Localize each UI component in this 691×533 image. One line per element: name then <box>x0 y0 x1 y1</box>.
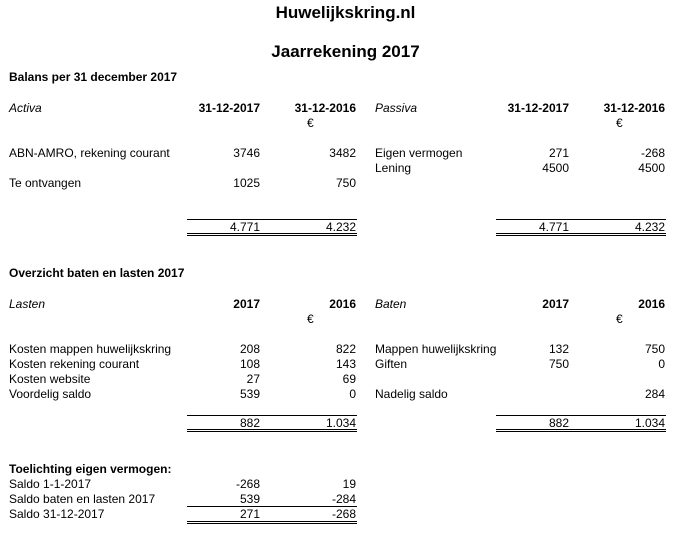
income-heading: Overzicht baten en lasten 2017 <box>9 266 185 280</box>
baten-col2-header: 2016 <box>638 297 665 311</box>
baten-row-label: Mappen huwelijkskring <box>375 342 497 356</box>
notes-heading: Toelichting eigen vermogen: <box>9 462 172 476</box>
balance-heading: Balans per 31 december 2017 <box>9 70 178 84</box>
notes-row-value-2: -284 <box>331 492 356 506</box>
activa-row-value-2017: 3746 <box>233 146 260 160</box>
passiva-total-double-rule-1 <box>496 233 666 234</box>
passiva-row-label: Eigen vermogen <box>375 146 463 160</box>
baten-total-double-rule-1 <box>496 429 666 430</box>
baten-total-2016: 1.034 <box>634 416 665 430</box>
baten-label: Baten <box>375 297 407 311</box>
activa-col2-header: 31-12-2016 <box>294 101 356 115</box>
lasten-total-double-rule-2 <box>187 431 357 432</box>
activa-label: Activa <box>9 101 42 115</box>
passiva-row-value-2016: 4500 <box>638 161 665 175</box>
notes-row-value-1: 271 <box>239 507 260 521</box>
lasten-currency: € <box>307 312 314 326</box>
activa-row-value-2016: 3482 <box>329 146 356 160</box>
baten-row-label: Giften <box>375 357 408 371</box>
lasten-row-label: Kosten mappen huwelijkskring <box>9 342 172 356</box>
passiva-total-2017: 4.771 <box>538 220 569 234</box>
notes-row-value-1: 539 <box>239 492 260 506</box>
baten-total-double-rule-2 <box>496 431 666 432</box>
lasten-total-2017: 882 <box>239 416 260 430</box>
baten-row-value-2016: 284 <box>644 387 665 401</box>
site-title: Huwelijkskring.nl <box>275 3 416 22</box>
lasten-col2-header: 2016 <box>329 297 356 311</box>
lasten-row-label: Kosten website <box>9 372 91 386</box>
passiva-currency: € <box>616 116 623 130</box>
baten-col1-header: 2017 <box>542 297 569 311</box>
passiva-label: Passiva <box>375 101 418 115</box>
lasten-row-label: Kosten rekening courant <box>9 357 140 371</box>
passiva-col2-header: 31-12-2016 <box>603 101 665 115</box>
lasten-row-value-2017: 208 <box>239 342 260 356</box>
lasten-total-double-rule-1 <box>187 429 357 430</box>
passiva-col1-header: 31-12-2017 <box>507 101 569 115</box>
activa-total-double-rule-1 <box>187 233 357 234</box>
activa-row-label: ABN-AMRO, rekening courant <box>9 146 170 160</box>
activa-row-label: Te ontvangen <box>9 176 82 190</box>
lasten-row-value-2017: 108 <box>239 357 260 371</box>
lasten-row-value-2016: 69 <box>342 372 356 386</box>
passiva-row-label: Lening <box>375 161 412 175</box>
notes-row-value-2: 19 <box>342 477 356 491</box>
activa-currency: € <box>307 116 314 130</box>
notes-row-value-1: -268 <box>235 477 260 491</box>
lasten-label: Lasten <box>9 297 46 311</box>
lasten-row-label: Voordelig saldo <box>9 387 92 401</box>
notes-row-label: Saldo baten en lasten 2017 <box>9 492 156 506</box>
passiva-row-value-2017: 4500 <box>542 161 569 175</box>
activa-total-2017: 4.771 <box>229 220 260 234</box>
passiva-row-value-2017: 271 <box>548 146 569 160</box>
baten-row-value-2017: 750 <box>548 357 569 371</box>
activa-row-value-2016: 750 <box>335 176 356 190</box>
activa-row-value-2017: 1025 <box>233 176 260 190</box>
notes-double-rule-2 <box>187 523 357 524</box>
baten-total-2017: 882 <box>548 416 569 430</box>
notes-double-rule-1 <box>187 521 357 522</box>
passiva-total-double-rule-2 <box>496 235 666 236</box>
baten-row-value-2016: 750 <box>644 342 665 356</box>
activa-total-double-rule-2 <box>187 235 357 236</box>
lasten-row-value-2016: 0 <box>349 387 356 401</box>
activa-col1-header: 31-12-2017 <box>198 101 260 115</box>
notes-row-value-2: -268 <box>331 507 356 521</box>
baten-currency: € <box>616 312 623 326</box>
lasten-row-value-2017: 27 <box>246 372 260 386</box>
baten-row-value-2016: 0 <box>658 357 665 371</box>
notes-row-label: Saldo 31-12-2017 <box>9 507 105 521</box>
lasten-col1-header: 2017 <box>233 297 260 311</box>
lasten-row-value-2017: 539 <box>239 387 260 401</box>
notes-row-label: Saldo 1-1-2017 <box>9 477 92 491</box>
document-title: Jaarrekening 2017 <box>271 42 420 61</box>
baten-row-label: Nadelig saldo <box>375 387 448 401</box>
passiva-total-2016: 4.232 <box>634 220 665 234</box>
lasten-row-value-2016: 822 <box>335 342 356 356</box>
baten-row-value-2017: 132 <box>548 342 569 356</box>
lasten-row-value-2016: 143 <box>335 357 356 371</box>
lasten-total-2016: 1.034 <box>325 416 356 430</box>
activa-total-2016: 4.232 <box>325 220 356 234</box>
passiva-row-value-2016: -268 <box>640 146 665 160</box>
